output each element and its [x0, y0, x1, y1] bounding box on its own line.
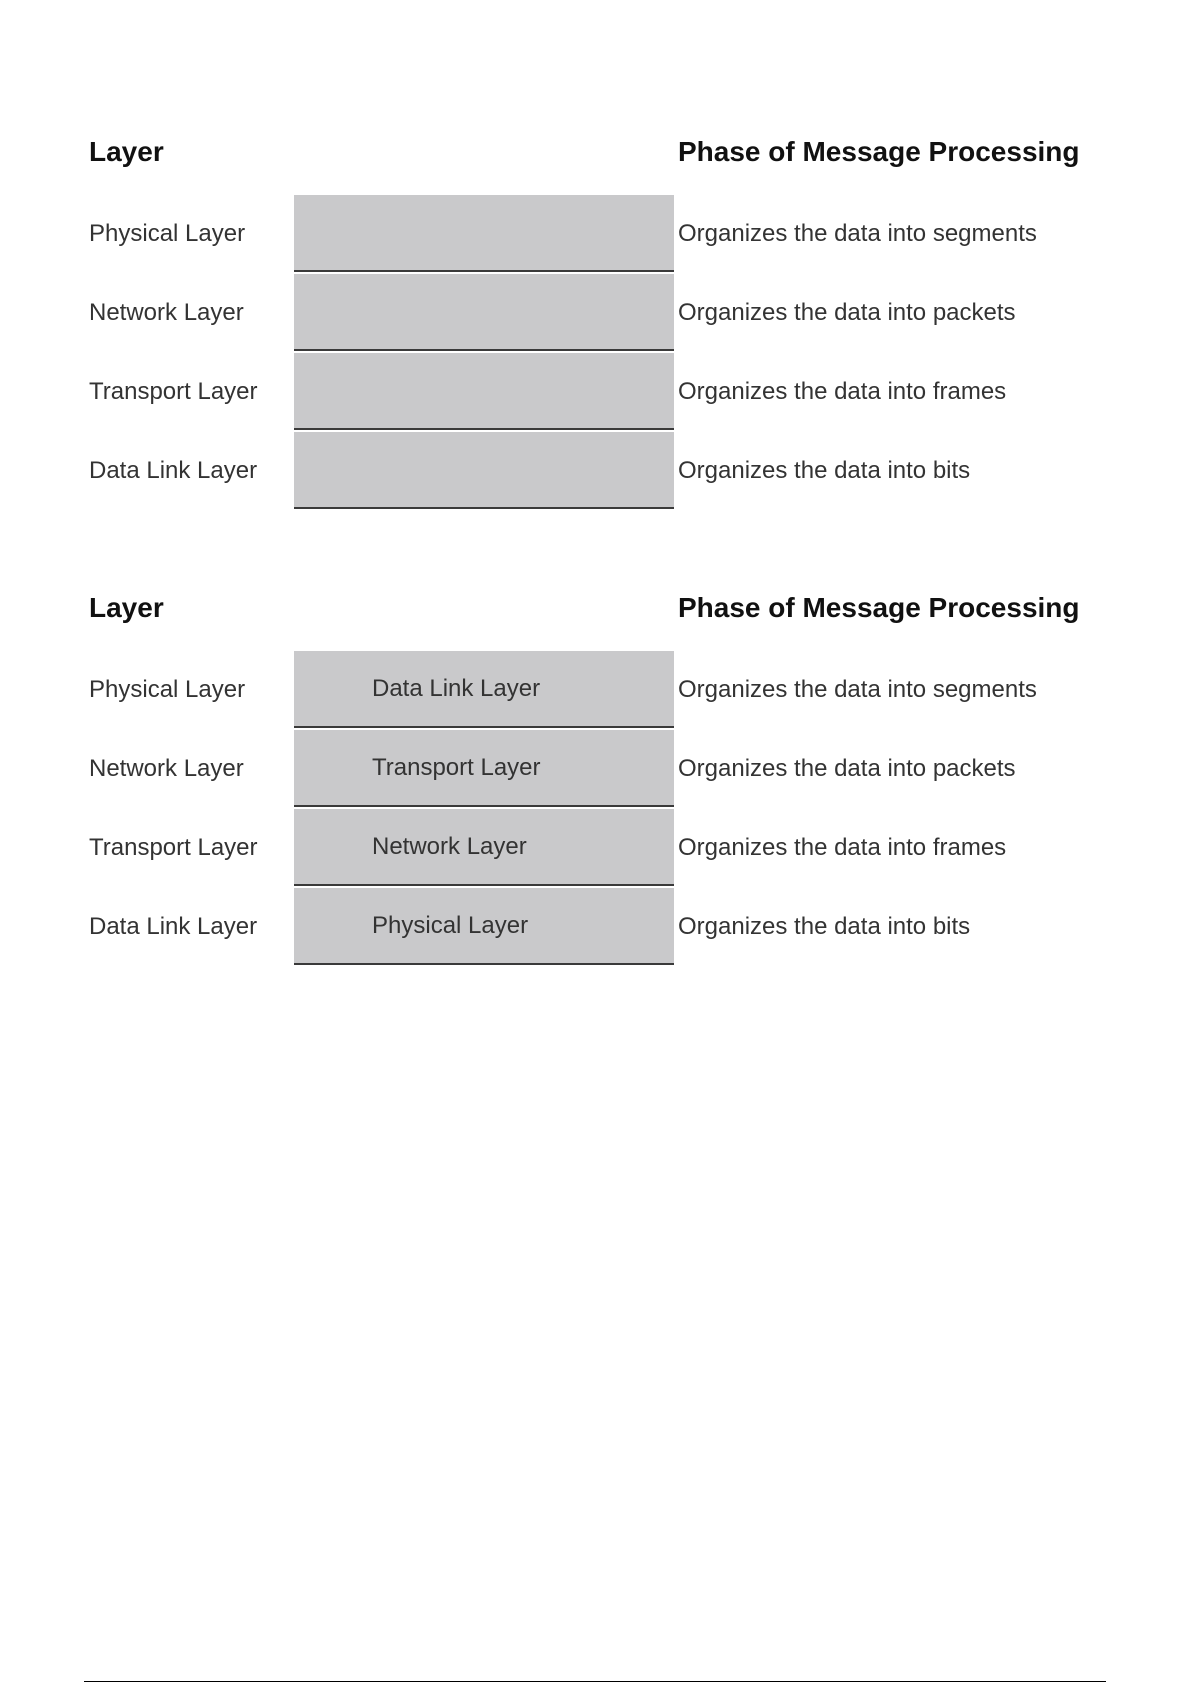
drop-target-slot[interactable] — [294, 432, 674, 509]
slot-answer: Network Layer — [372, 833, 527, 860]
slot-answer: Transport Layer — [372, 754, 541, 781]
phase-text: Organizes the data into segments — [678, 676, 1037, 703]
layer-label: Physical Layer — [89, 676, 246, 703]
table-row — [0, 651, 1191, 730]
phase-text: Organizes the data into packets — [678, 755, 1016, 782]
table-row — [0, 353, 1191, 432]
layer-label: Transport Layer — [89, 378, 258, 405]
slot-answer: Physical Layer — [372, 912, 529, 939]
drop-target-slot[interactable] — [294, 651, 674, 728]
phase-text: Organizes the data into packets — [678, 299, 1016, 326]
drop-target-slot[interactable] — [294, 730, 674, 807]
drop-target-slot[interactable] — [294, 809, 674, 886]
table-row — [0, 730, 1191, 809]
table-row — [0, 274, 1191, 353]
drop-target-slot[interactable] — [294, 353, 674, 430]
phase-text: Organizes the data into bits — [678, 913, 971, 940]
phase-text: Organizes the data into bits — [678, 457, 971, 484]
phase-header: Phase of Message Processing — [678, 136, 1080, 167]
layer-label: Data Link Layer — [89, 913, 258, 940]
phase-text: Organizes the data into frames — [678, 378, 1007, 405]
layer-label: Network Layer — [89, 755, 244, 782]
table-row — [0, 195, 1191, 274]
table-row — [0, 809, 1191, 888]
layer-header: Layer — [89, 592, 164, 623]
table-row — [0, 432, 1191, 511]
footer-rule — [84, 1681, 1106, 1682]
layer-header: Layer — [89, 136, 164, 167]
phase-header: Phase of Message Processing — [678, 592, 1080, 623]
layer-label: Data Link Layer — [89, 457, 258, 484]
drop-target-slot[interactable] — [294, 195, 674, 272]
slot-answer: Data Link Layer — [372, 675, 541, 702]
table-row — [0, 888, 1191, 967]
layer-label: Physical Layer — [89, 220, 246, 247]
layer-label: Network Layer — [89, 299, 244, 326]
drop-target-slot[interactable] — [294, 888, 674, 965]
layer-label: Transport Layer — [89, 834, 258, 861]
drop-target-slot[interactable] — [294, 274, 674, 351]
phase-text: Organizes the data into frames — [678, 834, 1007, 861]
phase-text: Organizes the data into segments — [678, 220, 1037, 247]
